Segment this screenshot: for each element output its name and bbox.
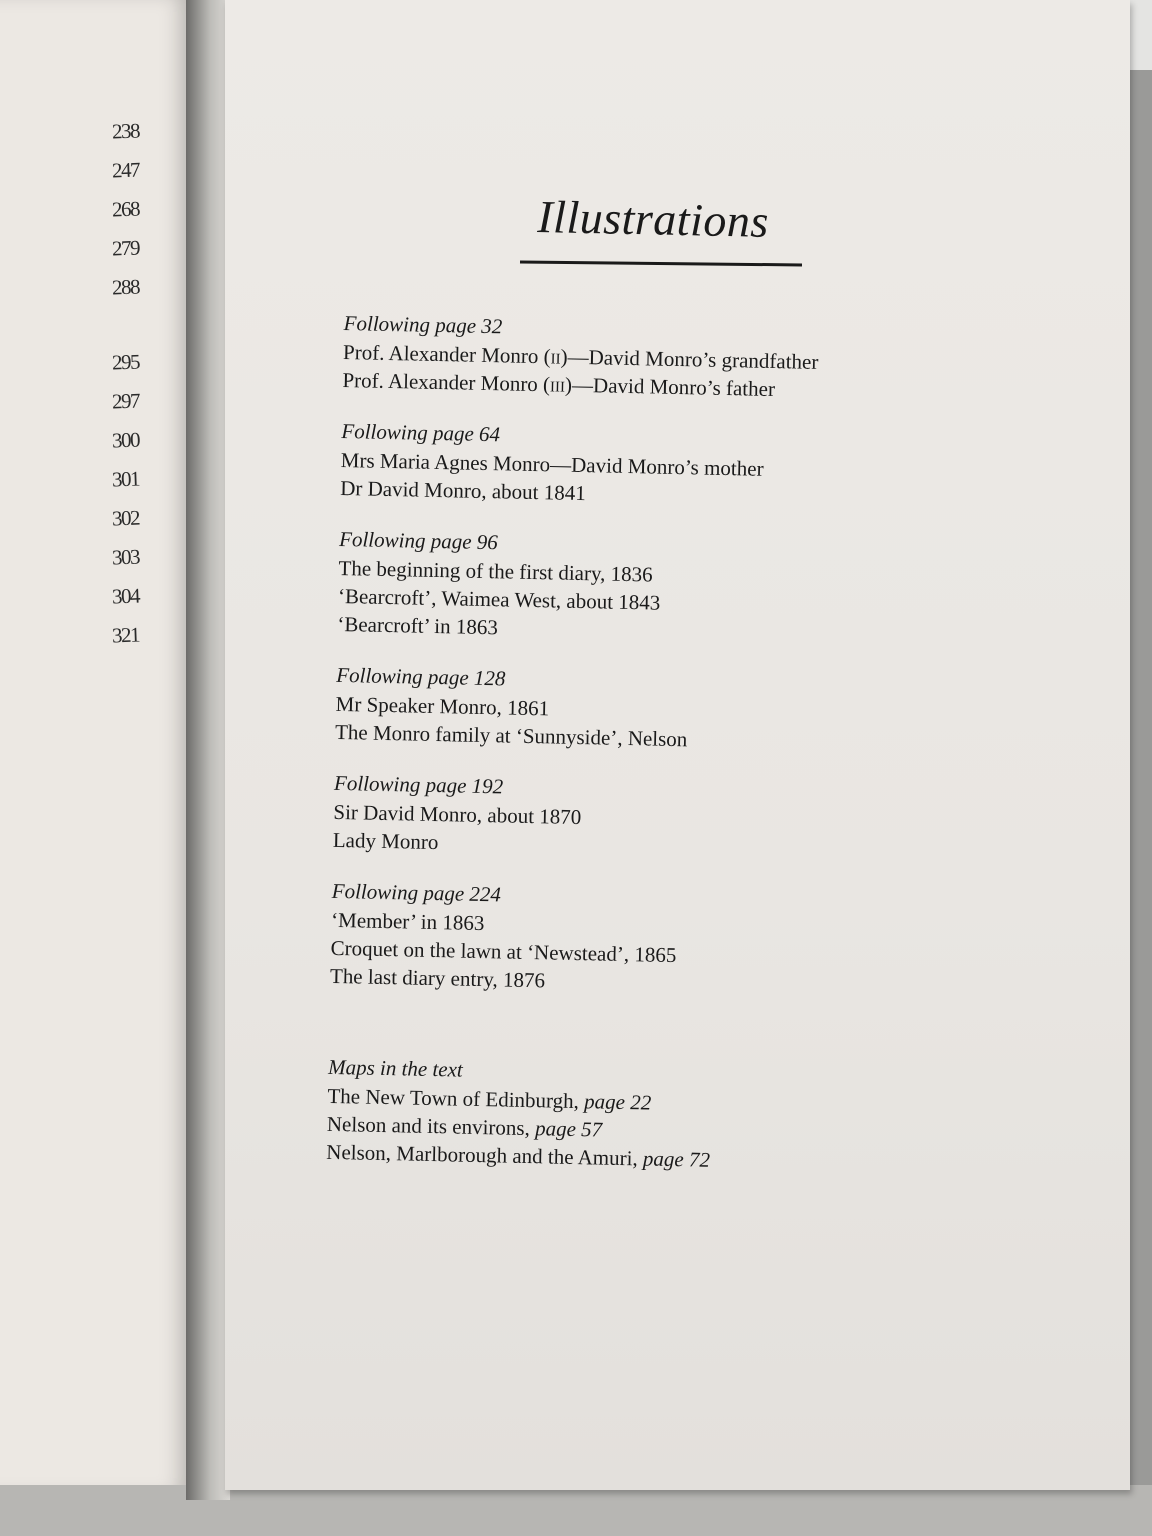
page-number: 321 [111, 622, 140, 648]
shelf-shadow [0, 1485, 1152, 1536]
page-number: 304 [111, 583, 140, 609]
page-number: 303 [111, 544, 140, 570]
list-item: Nelson and its environs, page 57 [326, 1111, 603, 1142]
section-following-page-128 [335, 660, 957, 759]
list-item: Dr David Monro, about 1841 [339, 475, 586, 506]
section-heading: Following page 64 [341, 418, 501, 447]
roman-numeral: ii [550, 344, 561, 369]
section-maps-in-text [326, 1052, 948, 1179]
list-item: Sir David Monro, about 1870 [333, 799, 582, 830]
page-number: 295 [111, 349, 140, 375]
section-heading: Following page 224 [331, 878, 502, 907]
list-item: Croquet on the lawn at ‘Newstead’, 1865 [330, 935, 677, 968]
section-heading: Following page 32 [343, 310, 503, 339]
illustrations-list [326, 308, 964, 1201]
list-item: ‘Bearcroft’ in 1863 [337, 611, 499, 640]
page-number: 300 [111, 427, 140, 453]
section-following-page-224 [330, 876, 952, 1003]
list-item: Lady Monro [332, 827, 439, 855]
page-number: 268 [111, 196, 140, 222]
section-heading: Following page 96 [338, 526, 499, 555]
page-number: 297 [111, 388, 140, 414]
section-following-page-192 [333, 768, 955, 867]
page-reference: page 57 [534, 1116, 603, 1142]
list-item: Prof. Alexander Monro (ii)—David Monro’s grandfather [342, 339, 819, 374]
list-item: The last diary entry, 1876 [329, 963, 546, 993]
section-heading: Following page 128 [336, 662, 506, 691]
section-heading: Maps in the text [327, 1054, 464, 1082]
page-number: 238 [111, 118, 140, 144]
list-item: ‘Member’ in 1863 [330, 907, 485, 936]
page-reference: page 22 [583, 1089, 652, 1115]
list-item: ‘Bearcroft’, Waimea West, about 1843 [337, 583, 661, 615]
page-reference: page 72 [642, 1146, 711, 1172]
list-item: Prof. Alexander Monro (iii)—David Monro’s father [342, 367, 776, 402]
page-number: 302 [111, 505, 140, 531]
book-gutter [186, 0, 230, 1500]
page-number: 279 [111, 235, 140, 261]
roman-numeral: iii [549, 372, 566, 397]
list-item: Mr Speaker Monro, 1861 [335, 691, 550, 721]
page-number-column [112, 112, 139, 655]
list-item: The New Town of Edinburgh, page 22 [327, 1083, 652, 1115]
page-number: 301 [111, 466, 140, 492]
page-number: 247 [111, 157, 140, 183]
page-title: Illustrations [536, 190, 770, 247]
list-item: The beginning of the first diary, 1836 [338, 555, 653, 587]
section-following-page-32 [342, 308, 964, 407]
section-heading: Following page 192 [333, 770, 504, 799]
list-item: The Monro family at ‘Sunnyside’, Nelson [334, 719, 688, 752]
page-number: 288 [111, 274, 140, 300]
left-page [0, 0, 190, 1490]
section-following-page-64 [340, 416, 962, 515]
list-item: Nelson, Marlborough and the Amuri, page 72 [326, 1139, 711, 1172]
section-following-page-96 [337, 524, 959, 651]
list-item: Mrs Maria Agnes Monro—David Monro’s mother [340, 447, 764, 481]
